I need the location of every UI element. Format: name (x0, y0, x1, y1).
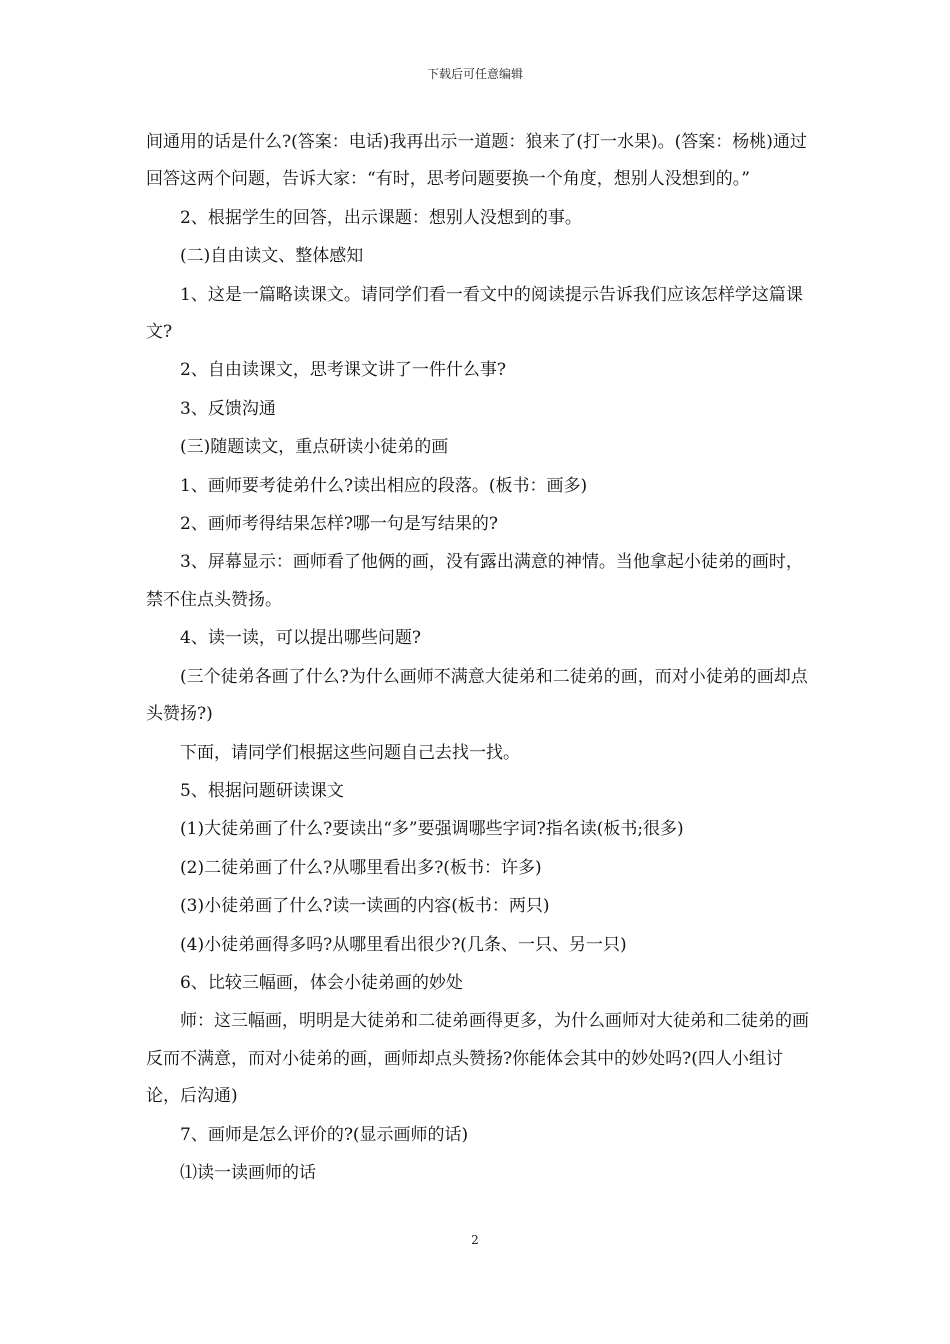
paragraph-15: (1)大徒弟画了什么?要读出“多”要强调哪些字词?指名读(板书;很多) (180, 819, 684, 840)
paragraph-20: 师：这三幅画，明明是大徒弟和二徒弟画得更多，为什么画师对大徒弟和二徒弟的画反而不满意，而对小徒弟的画，画师却点头赞扬?你能体会其中的妙处吗?(四人小组讨论，后沟通) (146, 1011, 809, 1107)
paragraph-18: (4)小徒弟画得多吗?从哪里看出很少?(几条、一只、另一只) (180, 934, 627, 955)
paragraph-9: 2、画师考得结果怎样?哪一句是写结果的? (180, 514, 499, 535)
paragraph-22: ⑴读一读画师的话 (180, 1162, 316, 1183)
paragraph-14: 5、根据问题研读课文 (180, 780, 344, 801)
paragraph-13: 下面，请同学们根据这些问题自己去找一找。 (180, 742, 520, 763)
paragraph-12: (三个徒弟各画了什么?为什么画师不满意大徒弟和二徒弟的画，而对小徒弟的画却点头赞扬?) (146, 666, 808, 725)
paragraph-1: 间通用的话是什么?(答案：电话)我再出示一道题：狼来了(打一水果)。(答案：杨桃)通过回答这两个问题，告诉大家：“有时，思考问题要换一个角度，想别人没想到的。” (146, 132, 807, 190)
paragraph-2: 2、根据学生的回答，出示课题：想别人没想到的事。 (180, 207, 582, 228)
paragraph-16: (2)二徒弟画了什么?从哪里看出多?(板书：许多) (180, 857, 542, 878)
paragraph-19: 6、比较三幅画，体会小徒弟画的妙处 (180, 972, 463, 993)
paragraph-6: 3、反馈沟通 (180, 398, 276, 419)
page-header: 下载后可任意编辑 (426, 67, 523, 81)
paragraph-4: 1、这是一篇略读课文。请同学们看一看文中的阅读提示告诉我们应该怎样学这篇课文? (146, 284, 803, 343)
document-body (146, 124, 814, 1193)
page-number: 2 (471, 1233, 479, 1247)
paragraph-3: (二)自由读文、整体感知 (180, 246, 364, 267)
paragraph-10: 3、屏幕显示：画师看了他俩的画，没有露出满意的神情。当他拿起小徒弟的画时，禁不住点头赞扬。 (146, 552, 803, 610)
paragraph-8: 1、画师要考徒弟什么?读出相应的段落。(板书：画多) (180, 475, 588, 496)
paragraph-17: (3)小徒弟画了什么?读一读画的内容(板书：两只) (180, 896, 550, 917)
paragraph-7: (三)随题读文，重点研读小徒弟的画 (180, 437, 449, 458)
paragraph-11: 4、读一读，可以提出哪些问题? (180, 628, 421, 649)
paragraph-5: 2、自由读课文，思考课文讲了一件什么事? (180, 360, 506, 381)
paragraph-21: 7、画师是怎么评价的?(显示画师的话) (180, 1124, 469, 1145)
